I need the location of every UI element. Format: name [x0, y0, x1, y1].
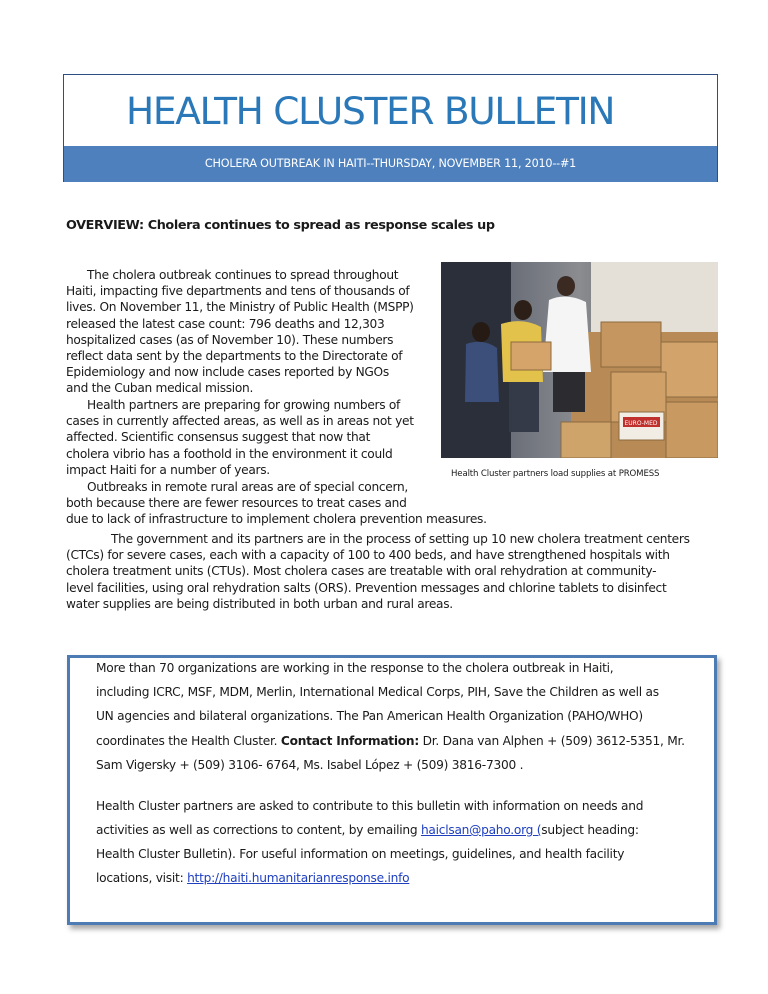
text-line: water supplies are being distributed in both urban and rural areas. — [66, 596, 453, 611]
header-box — [63, 74, 718, 182]
text-line: The cholera outbreak continues to spread throughout — [87, 268, 399, 282]
text-line: released the latest case count: 796 deaths and 12,303 — [66, 316, 385, 331]
contact-text: locations, visit: — [96, 871, 188, 885]
box-label: EURO-MED — [624, 420, 658, 427]
contact-line — [96, 823, 639, 837]
contact-text: Dr. Dana van Alphen + (509) 3612-5351, Mr. — [418, 734, 685, 748]
text-line: Epidemiology and now include cases reported by NGOs — [66, 365, 389, 380]
bulletin-subtitle: CHOLERA OUTBREAK IN HAITI--THURSDAY, NOVEMBER 11, 2010--#1 — [204, 157, 577, 170]
text-line: reflect data sent by the departments to the Directorate of — [66, 349, 403, 364]
contact-information-label: Contact Information: — [280, 734, 419, 748]
contact-line: UN agencies and bilateral organizations. The Pan American Health Organization (PAHO/WHO) — [96, 709, 643, 723]
contact-line: Health Cluster partners are asked to contribute to this bulletin with information on needs and — [96, 799, 644, 813]
text-line: cholera vibrio has a foothold in the environment it could — [66, 446, 393, 461]
website-link[interactable]: http://haiti.humanitarianresponse.info — [187, 871, 410, 885]
text-line: Health partners are preparing for growing numbers of — [87, 398, 401, 412]
paragraph-outbreak — [66, 267, 414, 397]
contact-text: activities as well as corrections to content, by emailing — [96, 823, 421, 837]
bulletin-subtitle-band — [64, 146, 717, 182]
paragraph-rural — [66, 479, 487, 528]
text-line: and the Cuban medical mission. — [66, 381, 254, 396]
supplies-photo — [441, 262, 718, 458]
text-line: cases in currently affected areas, as well as in areas not yet — [66, 414, 414, 429]
text-line: both because there are fewer resources to treat cases and — [66, 496, 407, 511]
email-link[interactable]: haiclsan@paho.org ( — [420, 823, 542, 837]
text-line: Haiti, impacting five departments and tens of thousands of — [66, 284, 410, 299]
text-line: affected. Scientific consensus suggest that now that — [66, 430, 371, 445]
contact-text: coordinates the Health Cluster. — [96, 734, 281, 748]
text-line: (CTCs) for severe cases, each with a capacity of 100 to 400 beds, and have strengthened hospitals with — [66, 548, 670, 563]
text-line: hospitalized cases (as of November 10). These numbers — [66, 332, 394, 347]
text-line: impact Haiti for a number of years. — [66, 462, 270, 477]
contact-line — [96, 871, 409, 885]
contact-line — [96, 734, 685, 748]
contact-line: Sam Vigersky + (509) 3106- 6764, Ms. Isabel López + (509) 3816-7300 . — [96, 758, 524, 772]
text-line: level facilities, using oral rehydration salts (ORS). Prevention messages and chlorine tablets to disinfect — [66, 580, 667, 595]
text-line: lives. On November 11, the Ministry of Public Health (MSPP) — [66, 300, 414, 315]
photo-caption: Health Cluster partners load supplies at PROMESS — [451, 469, 660, 479]
photo-image — [441, 262, 718, 458]
overview-heading: OVERVIEW: Cholera continues to spread as response scales up — [66, 218, 495, 233]
text-line: cholera treatment units (CTUs). Most cholera cases are treatable with oral rehydration at community- — [66, 564, 657, 579]
paragraph-treatment — [66, 531, 690, 612]
contact-line: including ICRC, MSF, MDM, Merlin, International Medical Corps, PIH, Save the Children as well as — [96, 685, 659, 699]
paragraph-preparing — [66, 397, 414, 478]
contact-line: Health Cluster Bulletin). For useful information on meetings, guidelines, and health facility — [96, 847, 625, 861]
bulletin-title: HEALTH CLUSTER BULLETIN — [126, 89, 615, 133]
text-line: due to lack of infrastructure to implement cholera prevention measures. — [66, 512, 487, 527]
text-line: The government and its partners are in the process of setting up 10 new cholera treatment centers — [111, 532, 690, 546]
contact-text: subject heading: — [541, 823, 639, 837]
contact-line: More than 70 organizations are working in the response to the cholera outbreak in Haiti, — [96, 661, 614, 675]
text-line: Outbreaks in remote rural areas are of special concern, — [87, 480, 408, 494]
